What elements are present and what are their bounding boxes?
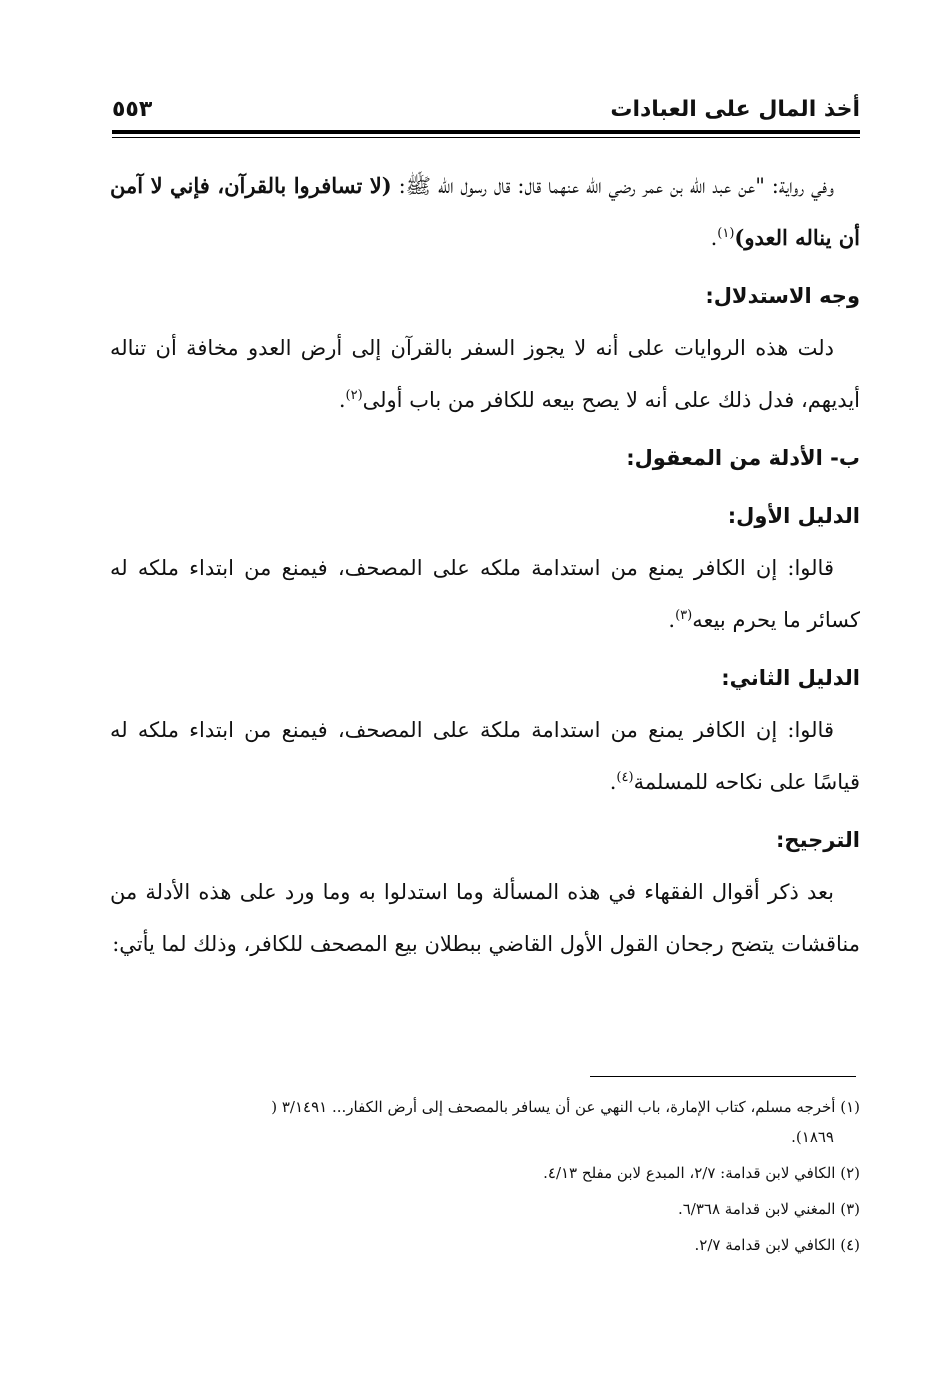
paragraph-tarjih: بعد ذكر أقوال الفقهاء في هذه المسألة وما استدلوا به وما ورد على هذه الأدلة من مناقشات يتضح رجحان القول الأول القاضي ببطلان بيع المصحف للكافر، وذلك لما يأتي: [110, 880, 860, 956]
footnote-3: (٣) المغني لابن قدامة ٦/٣٦٨. [677, 1200, 860, 1218]
punct: . [710, 226, 718, 250]
page-header [112, 86, 860, 122]
page-number: ٥٥٣ [112, 97, 153, 122]
main-text [110, 160, 860, 970]
header-rule-thick [112, 130, 860, 134]
footnote-1-continued: ١٨٦٩). [791, 1128, 834, 1146]
punct: . [609, 770, 617, 794]
heading-dalil-awwal: الدليل الأول: [727, 504, 860, 528]
footnote-4: (٤) الكافي لابن قدامة ٢/٧. [694, 1236, 860, 1254]
heading-tarjih: الترجيح: [776, 828, 860, 852]
heading-adilla-maqul: ب- الأدلة من المعقول: [626, 446, 860, 470]
footnote-1: (١) أخرجه مسلم، كتاب الإمارة، باب النهي عن أن يسافر بالمصحف إلى أرض الكفار... ٣/١٤٩١ ( [271, 1098, 860, 1116]
punct: . [338, 388, 346, 412]
paragraph-riwaya [110, 160, 860, 264]
heading-dalil-thani: الدليل الثاني: [721, 666, 860, 690]
dalalat-text: دلت هذه الروايات على أنه لا يجوز السفر بالقرآن إلى أرض العدو مخافة أن تناله أيديهم، فدل ذلك على أنه لا يصح بيعه للكافر من باب أولى [110, 336, 860, 412]
dalil-thani-text: قالوا: إن الكافر يمنع من استدامة ملكة على المصحف، فيمنع من ابتداء ملكه له قياسًا على نكاحه للمسلمة [110, 718, 860, 794]
footnote-2: (٢) الكافي لابن قدامة: ٢/٧، المبدع لابن مفلح ٤/١٣. [543, 1164, 860, 1182]
header-rule-thin [112, 137, 860, 138]
paragraph-dalil-awwal [110, 542, 860, 646]
footnote-ref-1[interactable]: (١) [717, 226, 735, 241]
footnote-separator [590, 1076, 856, 1077]
dalil-awwal-text: قالوا: إن الكافر يمنع من استدامة ملكه على المصحف، فيمنع من ابتداء ملكه له كسائر ما يحرم بيعه [110, 556, 860, 632]
footnote-ref-4[interactable]: (٤) [616, 770, 634, 785]
paragraph-dalalat [110, 322, 860, 426]
riwaya-intro: وفي رواية: "عن عبد الله بن عمر رضي الله عنهما قال: قال رسول الله ﷺ: [391, 174, 835, 198]
paragraph-dalil-thani [110, 704, 860, 808]
punct: . [668, 608, 676, 632]
footnote-ref-2[interactable]: (٢) [345, 388, 363, 403]
footnotes [110, 1092, 860, 1266]
heading-wajh-istidlal: وجه الاستدلال: [705, 284, 860, 308]
running-title: أخذ المال على العبادات [610, 97, 860, 122]
footnote-ref-3[interactable]: (٣) [675, 608, 693, 623]
hadith-quote: (لا تسافروا بالقرآن، فإني لا آمن أن يناله العدو) [110, 173, 860, 250]
